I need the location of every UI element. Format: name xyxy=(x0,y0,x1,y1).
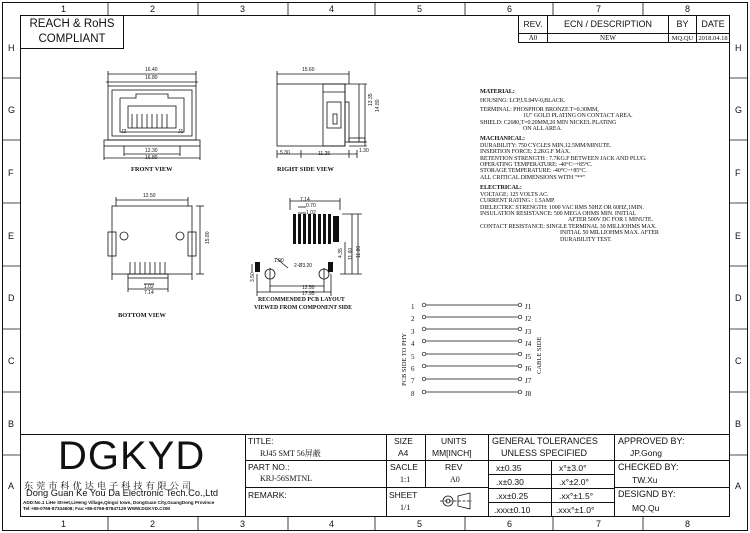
material-line: SHIELD: C2680,T=0.20MM,20 MIN NICKEL PLATING xyxy=(480,119,617,126)
scale-label: SACLE xyxy=(390,462,418,472)
right-pin: J5 xyxy=(525,352,532,361)
grid-col-1: 1 xyxy=(61,4,67,14)
electrical-line: CURRENT RATING : 1.5AMP. xyxy=(480,198,555,205)
grid-col-8-bottom: 8 xyxy=(685,519,691,529)
dim-pcb-v3: 11.80 xyxy=(356,245,362,258)
compliance-line-1: REACH & RoHS xyxy=(29,18,115,30)
grid-row-a: A xyxy=(8,481,15,491)
tolerance-title-2: UNLESS SPECIFIED xyxy=(501,448,588,458)
material-line: ON ALL AREA. xyxy=(523,126,563,133)
left-pin: 7 xyxy=(411,377,415,386)
cable-side-label: CABLE SIDE xyxy=(536,336,543,374)
material-line: HOUSING: LCP,UL94V-0,BLACK. xyxy=(480,98,566,105)
tolerance-angular: x°±3.0° xyxy=(559,463,587,473)
material-title: MATERIAL: xyxy=(480,88,515,95)
grid-col-7-bottom: 7 xyxy=(596,519,602,529)
title-label: TITLE: xyxy=(248,436,274,446)
company-name-cn: 东 莞 市 科 优 达 电 子 科 技 有 限 公 司 xyxy=(24,481,192,491)
part-no-label: PART NO.: xyxy=(248,462,290,472)
mechanical-title: MACHANICAL: xyxy=(480,135,525,143)
electrical-line: VOLTAGE: 125 VOLTS AC. xyxy=(480,191,549,198)
pcb-side-label: PCB SIDE TO PHY xyxy=(401,332,408,386)
mechanical-line: STORAGE TEMPERATURE: -40°C~+85°C. xyxy=(480,168,587,175)
grid-col-6-bottom: 6 xyxy=(507,519,513,529)
right-pin: J4 xyxy=(525,340,532,349)
grid-row-f-right: F xyxy=(735,168,741,178)
by-value: MQ.QU xyxy=(669,34,697,43)
dim-side-depth: 15.60 xyxy=(302,67,315,73)
grid-col-4-bottom: 4 xyxy=(329,519,335,529)
dim-pcb-hole-d2: 2-Ø3.20 xyxy=(294,263,313,269)
dim-side-b3: 1.30 xyxy=(359,148,369,154)
dim-pcb-pitch-a: 0.70 xyxy=(306,203,316,209)
grid-row-h-right: H xyxy=(735,43,742,53)
units-label: UNITS xyxy=(441,436,467,446)
left-pin: 3 xyxy=(411,327,415,336)
units-value: MM[INCH] xyxy=(432,448,472,458)
designed-by-value: MQ.Qu xyxy=(632,503,660,513)
electrical-line: AFTER 500V DC FOR 1 MINUTE. xyxy=(568,217,653,224)
grid-col-5-bottom: 5 xyxy=(417,519,423,529)
rev-label: REV xyxy=(445,462,463,472)
jack-label-j1: J1 xyxy=(178,129,184,135)
left-pin: 6 xyxy=(411,365,415,374)
size-value: A4 xyxy=(398,448,409,458)
dim-bottom-width: 12.50 xyxy=(143,193,156,199)
ecn-value: NEW xyxy=(548,34,669,43)
electrical-title: ELECTRICAL: xyxy=(480,184,522,192)
grid-col-4: 4 xyxy=(329,4,335,14)
rev-value-tb: A0 xyxy=(450,475,460,484)
dim-pcb-v1: 4.35 xyxy=(338,248,344,258)
dim-pcb-row2: 17.95 xyxy=(302,291,315,297)
tolerance-angular: .x°±2.0° xyxy=(559,477,589,487)
designed-by-label: DESIGND BY: xyxy=(618,489,676,499)
grid-col-5: 5 xyxy=(417,4,423,14)
tolerance-linear: .xx±0.25 xyxy=(496,491,529,501)
grid-col-2: 2 xyxy=(150,4,156,14)
grid-row-h: H xyxy=(8,43,15,53)
grid-row-e: E xyxy=(8,231,15,241)
part-no-value: KRJ-56SMTNL xyxy=(260,474,313,483)
right-pin: J6 xyxy=(525,365,532,374)
front-view-label: FRONT VIEW xyxy=(131,166,173,173)
dim-pcb-hole-d1: 1.90 xyxy=(274,258,284,264)
tolerance-angular: .xxx°±1.0° xyxy=(556,505,595,515)
mechanical-line: ALL CRITICAL DIMENSIONS WITH "**" xyxy=(480,174,586,181)
electrical-line: DIELECTRIC STRENGTH: 1000 VAC RMS 50HZ OR 60HZ,1MIN. xyxy=(480,204,644,211)
right-pin: J2 xyxy=(525,315,532,324)
material-line: TERMINAL: PHOSPHOR BRONZE T=0.30MM, xyxy=(480,106,599,113)
dim-pcb-v2: 11.60 xyxy=(348,247,354,260)
grid-row-d: D xyxy=(8,293,15,303)
dim-pcb-top: 7.14 xyxy=(300,197,310,203)
tolerance-linear: x±0.35 xyxy=(496,463,522,473)
company-logo: DGKYD xyxy=(58,434,206,478)
dim-front-outer: 16.80 xyxy=(145,75,158,81)
tolerance-title-1: GENERAL TOLERANCES xyxy=(492,436,598,446)
company-name-en: Dong Guan Ke You Da Electronic Tech.Co.,Ltd xyxy=(26,488,219,498)
left-pin: 1 xyxy=(411,303,415,311)
sheet-label: SHEET xyxy=(389,490,418,500)
tolerance-linear: .xxx±0.10 xyxy=(494,505,531,515)
dim-front-bottom: 12.30 xyxy=(145,148,158,154)
grid-col-3: 3 xyxy=(240,4,246,14)
right-pin: J7 xyxy=(525,377,532,386)
grid-col-3-bottom: 3 xyxy=(240,519,246,529)
dim-bottom-height: 15.80 xyxy=(205,231,211,244)
grid-row-d-right: D xyxy=(735,293,742,303)
rev-header: REV. xyxy=(519,16,548,34)
jack-label-j2: J2 xyxy=(121,129,127,135)
grid-col-8: 8 xyxy=(685,4,691,14)
grid-row-f: F xyxy=(8,168,14,178)
dim-pcb-row1: 12.50 xyxy=(302,285,315,291)
mechanical-line: RETENTION STRENGTH : 7.7KG.F BETWEEN JACK AND PLUG. xyxy=(480,155,647,162)
grid-row-g-right: G xyxy=(735,105,743,115)
approved-by-value: JP.Gong xyxy=(630,448,662,458)
by-header: BY xyxy=(669,16,697,34)
dim-front-inner: 16.40 xyxy=(145,67,158,73)
tolerance-angular: .xx°±1.5° xyxy=(559,491,594,501)
sheet-value: 1/1 xyxy=(400,503,411,512)
dim-pcb-pitch-b: 1.02 xyxy=(306,210,316,216)
right-side-view-label: RIGHT SIDE VIEW xyxy=(277,166,334,173)
mechanical-line: OPERATING TEMPERATURE: -40°C~+85°C. xyxy=(480,162,593,169)
pcb-layout-label-1: RECOMMENDED PCB LAYOUT xyxy=(258,297,345,303)
dim-side-h2: 14.80 xyxy=(375,99,381,112)
dim-bottom-pitch: 1.02 xyxy=(144,284,154,290)
electrical-line: INITIAL 50 MILLIOHMS MAX. AFTER xyxy=(560,230,659,237)
projection-symbol-icon xyxy=(438,492,476,510)
dim-pcb-hole-left: 3.50 xyxy=(250,272,256,282)
dim-side-h1: 13.35 xyxy=(368,93,374,106)
electrical-line: INSULATION RESISTANCE: 500 MEGA OHMS MIN. INITIAL xyxy=(480,210,637,217)
grid-row-b-right: B xyxy=(735,419,742,429)
right-pin: J3 xyxy=(525,327,532,336)
grid-col-1-bottom: 1 xyxy=(61,519,67,529)
grid-row-b: B xyxy=(8,419,15,429)
rev-value: A0 xyxy=(519,34,548,43)
grid-row-g: G xyxy=(8,105,16,115)
remark-label: REMARK: xyxy=(248,490,287,500)
grid-row-e-right: E xyxy=(735,231,742,241)
grid-row-c-right: C xyxy=(735,356,742,366)
left-pin: 8 xyxy=(411,389,415,398)
right-pin: J8 xyxy=(525,389,532,398)
grid-col-7: 7 xyxy=(596,4,602,14)
mechanical-line: DURABILITY: 750 CYCLES MIN,12.5MM/MINUTE. xyxy=(480,142,612,149)
electrical-line: CONTACT RESISTANCE: SINGLE TERMINAL 30 MILLIOHMS MAX. xyxy=(480,223,657,230)
dim-front-outer-bottom: 16.80 xyxy=(145,155,158,161)
left-pin: 5 xyxy=(411,352,415,361)
right-pin: J1 xyxy=(525,303,532,311)
checked-by-label: CHECKED BY: xyxy=(618,462,679,472)
title-value: RJ45 SMT 56屏蔽 xyxy=(260,449,321,458)
company-contact: Tel:+86-0769-87334608; Fax:+86-0769-87847129 WWW.DGKYD.COM xyxy=(23,506,170,511)
scale-value: 1:1 xyxy=(400,475,411,484)
compliance-line-2: COMPLIANT xyxy=(38,33,106,45)
date-value: 2018.04.18 xyxy=(698,35,728,42)
pcb-layout-label-2: VIEWED FROM COMPONENT SIDE xyxy=(254,305,352,311)
grid-row-a-right: A xyxy=(735,481,742,491)
dim-bottom-span: 7.14 xyxy=(144,290,154,296)
left-pin: 4 xyxy=(411,340,415,349)
approved-by-label: APPROVED BY: xyxy=(618,436,685,446)
dim-side-b2: 11.25 xyxy=(318,151,331,157)
date-header: DATE xyxy=(697,16,729,34)
company-address: ADD:No.1 LiHe Street,LiHeng Village,Qingxi town, DongGuan City,GuangDong Province xyxy=(23,500,215,505)
grid-row-c: C xyxy=(8,356,15,366)
ecn-header: ECN / DESCRIPTION xyxy=(548,16,669,34)
left-pin: 2 xyxy=(411,315,415,324)
tolerance-linear: .x±0.30 xyxy=(496,477,524,487)
electrical-line: DURABILITY TEST. xyxy=(560,236,612,243)
material-line: 1U" GOLD PLATING ON CONTACT AREA. xyxy=(523,113,633,120)
size-label: SIZE xyxy=(394,436,413,446)
bottom-view-label: BOTTOM VIEW xyxy=(118,312,166,319)
grid-col-2-bottom: 2 xyxy=(150,519,156,529)
dim-side-b1: 5.30 xyxy=(280,150,290,156)
mechanical-line: INSERTION FORCE: 2.2KG.F MAX. xyxy=(480,149,571,156)
checked-by-value: TW.Xu xyxy=(632,475,658,485)
grid-col-6: 6 xyxy=(507,4,513,14)
